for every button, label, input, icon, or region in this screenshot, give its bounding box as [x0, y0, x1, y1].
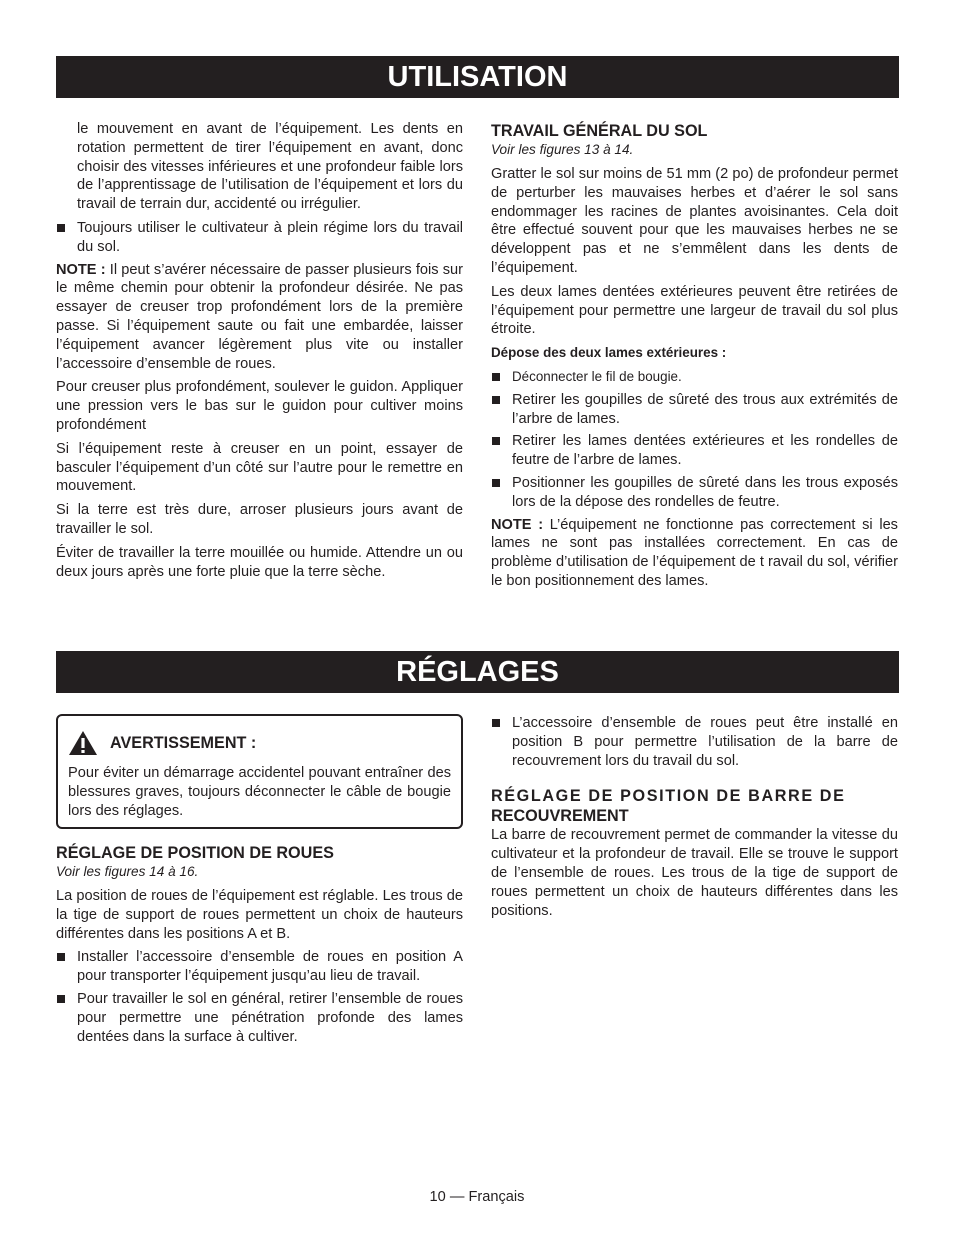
- note-paragraph: [56, 261, 463, 374]
- figure-reference: Voir les figures 13 à 14.: [491, 142, 634, 157]
- reglages-right-column: [491, 714, 898, 925]
- note-paragraph: [491, 516, 898, 591]
- warning-triangle-icon: [68, 730, 98, 756]
- warning-header: [68, 730, 451, 756]
- reglages-left-column: [56, 843, 463, 1050]
- section-heading: RÉGLAGE DE POSITION DE ROUES: [56, 844, 334, 862]
- subheading: Dépose des deux lames extérieures :: [491, 345, 727, 361]
- page-footer: 10 — Français: [429, 1189, 525, 1205]
- bullet-item: Toujours utiliser le cultivateur à plein régime lors du travail du sol.: [56, 219, 463, 257]
- heading-line-2: RECOUVREMENT: [491, 807, 629, 826]
- bullet-item: L’accessoire d’ensemble de roues peut être installé en position B pour permettre l’utilisation de la barre de recouvrement lors du travail du sol.: [491, 714, 898, 770]
- paragraph: La position de roues de l’équipement est réglable. Les trous de la tige de support de roues permettent un choix de hauteurs différentes dans les positions A et B.: [56, 888, 463, 942]
- section-title-reglages: RÉGLAGES: [56, 651, 899, 693]
- note-text: L’équipement ne fonctionne pas correctement si les lames ne sont pas installées correctement. En cas de problème d’utilisation de l’équipement de t ravail du sol, vérifier le bon positionnement des lames.: [491, 516, 898, 589]
- paragraph: Gratter le sol sur moins de 51 mm (2 po) de profondeur permet de perturber les mauvaises herbes et d’aérer le sol sans endommager les racines de plantes avoisinantes. Cela doit être effectué souvent pour que les mauvaises herbes ne se développent pas et ne s’emmêlent dans les dents de l’équipement.: [491, 166, 898, 276]
- paragraph: Éviter de travailler la terre mouillée ou humide. Attendre un ou deux jours après une forte pluie que la terre sèche.: [56, 544, 463, 580]
- section-heading: [491, 786, 898, 826]
- figure-reference: Voir les figures 14 à 16.: [56, 864, 199, 879]
- paragraph: le mouvement en avant de l’équipement. Les dents en rotation permettent de tirer l’équipement en avant, donc choisir des vitesses inférieures et une profondeur faible lors de l’apprentissage de l’utilisation de l’équipement et lors du travail de terrain dur, accidenté ou irrégulier.: [77, 121, 463, 213]
- paragraph: Si l’équipement reste à creuser en un point, essayer de basculer l’équipement d’un côté sur l’autre pour le remettre en mouvement.: [56, 440, 463, 495]
- bullet-item: Retirer les goupilles de sûreté des trous aux extrémités de l’arbre de lames.: [491, 391, 898, 429]
- bullet-item: Pour travailler le sol en général, retirer l’ensemble de roues pour permettre une pénétration profonde des lames dentées dans la surface à cultiver.: [56, 990, 463, 1046]
- bullet-item: Déconnecter le fil de bougie.: [491, 368, 898, 387]
- warning-box: [56, 714, 463, 829]
- utilisation-left-column: [56, 120, 463, 586]
- note-text: Il peut s’avérer nécessaire de passer plusieurs fois sur le même chemin pour obtenir la profondeur désirée. Ne pas essayer de creuser trop profondément lors de la première passe. Si l’équipement saute ou fait une embardée, laisser l’équipement avancer légèrement plus vite ou installer l’accessoire d’ensemble de roues.: [56, 261, 463, 372]
- section-title-utilisation: UTILISATION: [56, 56, 899, 98]
- note-label: NOTE :: [491, 516, 544, 533]
- utilisation-right-column: [491, 121, 898, 596]
- bullet-item: Retirer les lames dentées extérieures et les rondelles de feutre de l’arbre de lames.: [491, 432, 898, 470]
- section-heading: TRAVAIL GÉNÉRAL DU SOL: [491, 122, 708, 140]
- note-label: NOTE :: [56, 261, 106, 278]
- paragraph: Si la terre est très dure, arroser plusieurs jours avant de travailler le sol.: [56, 502, 463, 537]
- bullet-item: Installer l’accessoire d’ensemble de roues en position A pour transporter l’équipement jusqu’au lieu de travail.: [56, 948, 463, 986]
- paragraph: Pour creuser plus profondément, soulever le guidon. Appliquer une pression vers le bas sur le guidon pour cultiver moins profondément: [56, 379, 463, 433]
- warning-text: Pour éviter un démarrage accidentel pouvant entraîner des blessures graves, toujours déconnecter le câble de bougie lors des réglages.: [68, 765, 451, 819]
- heading-line-1: RÉGLAGE DE POSITION DE BARRE DE: [491, 787, 846, 806]
- paragraph: Les deux lames dentées extérieures peuvent être retirées de l’équipement pour permettre une largeur de travail du sol plus étroite.: [491, 283, 898, 338]
- paragraph: La barre de recouvrement permet de commander la vitesse du cultivateur et la profondeur de travail. Elle se trouve le support de l’ensemble de roues. Les trous de la tige de support de roues permettent un choix de hauteurs différentes dans les positions.: [491, 827, 898, 919]
- bullet-item: Positionner les goupilles de sûreté dans les trous exposés lors de la dépose des rondelles de feutre.: [491, 474, 898, 512]
- warning-label: AVERTISSEMENT :: [110, 733, 257, 752]
